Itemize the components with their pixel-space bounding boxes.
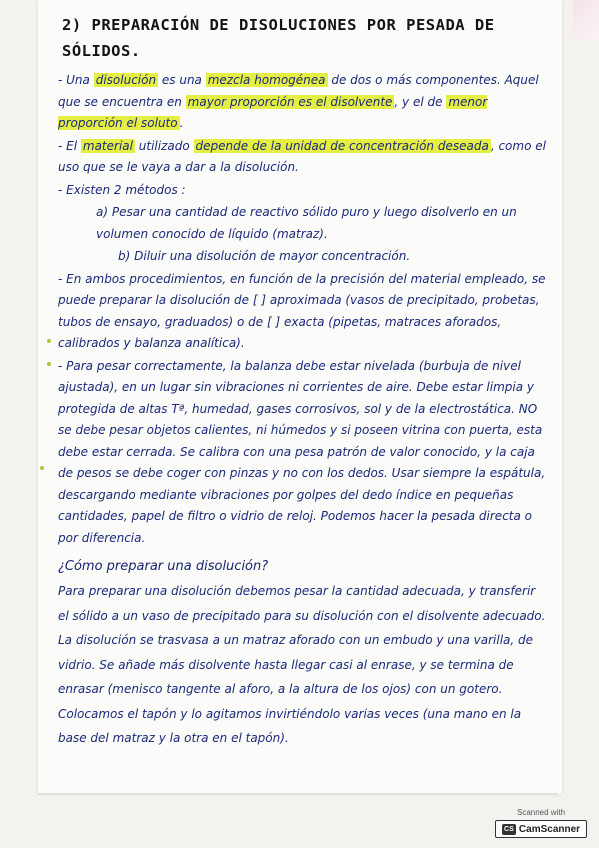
margin-mark: [47, 339, 51, 343]
highlight: material: [82, 138, 133, 153]
margin-mark: [40, 466, 44, 470]
text-run: - Una: [58, 73, 94, 87]
highlight: disolución: [95, 73, 157, 87]
precision-paragraph: - En ambos procedimientos, en función de la precisión del material empleado, se puede preparar la disolución de [ ] aproximada (vasos de precipitado, probetas, tubos de ensayo, graduados) o de [ ] exacta (pipetas, matraces aforados, calibrados y balanza analítica).: [58, 271, 546, 350]
method-b: b) Diluir una disolución de mayor concentración.: [118, 249, 411, 263]
procedure-paragraph: Para preparar una disolución debemos pesar la cantidad adecuada, y transferir el sólido a un vaso de precipitado para su disolución con el disolvente adecuado. La disolución se trasvasa a un matraz aforado con un embudo y una varilla, de vidrio. Se añade más disolvente hasta llegar casi al enrase, y se termina de enrasar (menisco tangente al aforo, a la altura de los ojos) con un gotero. Colocamos el tapón y lo agitamos invirtiéndolo varias veces (una mano en la base del matraz y la otra en el tapón).: [58, 584, 546, 745]
text-run: - El: [58, 138, 81, 153]
notes-content: [58, 12, 546, 751]
text-run: es una: [158, 73, 206, 87]
text-run: utilizado: [134, 138, 194, 153]
camscanner-brand: CamScanner: [518, 823, 581, 835]
text-run: , y el de: [394, 94, 447, 109]
sheet-bottom-edge: [38, 793, 558, 795]
method-a: a) Pesar una cantidad de reactivo sólido puro y luego disolverlo en un volumen conocido de líquido (matraz).: [96, 205, 517, 241]
text-run: .: [179, 116, 184, 130]
page-title: 2) PREPARACIÓN DE DISOLUCIONES POR PESADA DE SÓLIDOS.: [62, 16, 495, 60]
weighing-paragraph: - Para pesar correctamente, la balanza debe estar nivelada (burbuja de nivel ajustada), en un lugar sin vibraciones ni corrientes de aire. Debe estar limpia y protegida de altas Tª, humedad, gases corrosivos, sol y de la electrostática. NO se debe pesar objetos calientes, ni húmedos y si poseen vitrina con puerta, esta debe estar cerrada. Se calibra con una pesa patrón de valor conocido, y la caja de pesos se debe coger con pinzas y no con los dedos. Usar siempre la espátula, descargando mediante vibraciones por golpes del dedo índice en pequeñas cantidades, papel de filtro o vidrio de reloj. Podemos hacer la pesada directa o por diferencia.: [58, 358, 546, 545]
material-paragraph: [58, 136, 546, 179]
highlight: menor proporción el soluto: [58, 94, 488, 130]
camscanner-icon: CS: [502, 824, 516, 835]
scanned-with-label: Scanned with: [516, 808, 566, 817]
highlight: mayor proporción es el disolvente: [187, 94, 393, 109]
camscanner-logo: [495, 820, 587, 838]
highlight: depende de la unidad de concentración deseada: [195, 138, 489, 153]
methods-intro: - Existen 2 métodos :: [58, 182, 186, 197]
text-run: , como el uso que se le vaya a dar a la disolución.: [58, 138, 546, 174]
corner-stain: [573, 0, 599, 40]
camscanner-watermark: [495, 808, 587, 838]
definition-paragraph: [58, 70, 546, 135]
highlight: mezcla homogénea: [207, 73, 326, 87]
section-question: ¿Cómo preparar una disolución?: [58, 559, 269, 574]
text-run: de dos o más componentes. Aquel que se encuentra en: [58, 73, 539, 109]
margin-mark: [47, 362, 51, 366]
